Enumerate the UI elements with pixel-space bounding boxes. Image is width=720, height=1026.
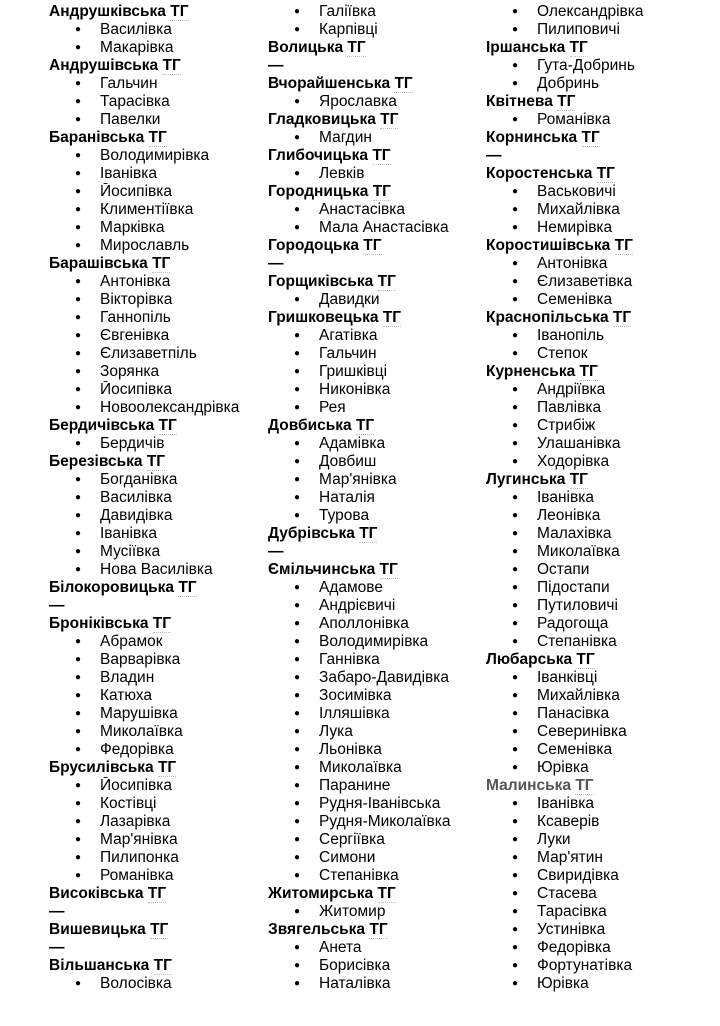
settlement-item: ● Марківка — [49, 219, 264, 237]
community-heading — [268, 885, 482, 903]
settlement-item: ● Устинівка — [486, 921, 718, 939]
community-name: Любарська — [486, 651, 573, 668]
settlement-item: ● Климентіївка — [49, 201, 264, 219]
settlement-item: ● Васьковичі — [486, 183, 718, 201]
community-suffix: ТГ — [147, 885, 167, 902]
settlement-item: ● Свиридівка — [486, 867, 718, 885]
settlement-item: ● Давидки — [268, 291, 482, 309]
column-2 — [268, 3, 482, 993]
settlement-item: ● Семенівка — [486, 741, 718, 759]
community-name: Гладковицька — [268, 111, 376, 128]
settlement-item: ● Вікторівка — [49, 291, 264, 309]
settlement-item: ● Юрівка — [486, 759, 718, 777]
settlement-item: ● Стасева — [486, 885, 718, 903]
settlement-item: ● Василівка — [49, 21, 264, 39]
settlement-item: ● Василівка — [49, 489, 264, 507]
settlement-item: ● Абрамок — [49, 633, 264, 651]
settlement-item: ● Іванківці — [486, 669, 718, 687]
community-suffix: ТГ — [148, 129, 167, 146]
community-suffix: ТГ — [372, 183, 391, 200]
community-name: Коростенська — [486, 165, 593, 182]
settlement-item: ● Ярославка — [268, 93, 482, 111]
community-name: Лугинська — [486, 471, 566, 488]
settlement-item: ● Гальчин — [268, 345, 482, 363]
settlement-item: ● Луки — [486, 831, 718, 849]
settlement-item: ● Павелки — [49, 111, 264, 129]
community-heading — [486, 777, 718, 795]
settlement-item: ● Миколаївка — [268, 759, 482, 777]
community-name: Квітнева — [486, 93, 553, 110]
community-heading — [268, 309, 482, 327]
settlement-item: ● Володимирівка — [49, 147, 264, 165]
settlement-item: ● Степанівка — [268, 867, 482, 885]
settlement-item: ● Улашанівка — [486, 435, 718, 453]
empty-dash: — — [268, 57, 284, 74]
settlement-item: ● Миколаївка — [486, 543, 718, 561]
empty-dash: — — [49, 597, 65, 614]
community-heading — [49, 921, 264, 939]
settlement-item: ● Магдин — [268, 129, 482, 147]
settlement-item: ● Карпівці — [268, 21, 482, 39]
settlement-item: ● Аполлонівка — [268, 615, 482, 633]
community-heading — [49, 255, 264, 273]
community-heading — [486, 129, 718, 147]
community-suffix: ТГ — [369, 921, 388, 938]
settlement-item: ● Федорівка — [486, 939, 718, 957]
community-heading — [268, 417, 482, 435]
community-name: Андрушківська — [49, 3, 166, 20]
settlement-item: ● Богданівка — [49, 471, 264, 489]
community-name: Вчорайшенська — [268, 75, 391, 92]
settlement-item: ● Михайлівка — [486, 201, 718, 219]
community-name: Глибочицька — [268, 147, 369, 164]
community-name: Курненська — [486, 363, 576, 380]
community-name: Вишевицька — [49, 921, 146, 938]
settlement-item: ● Мусіївка — [49, 543, 264, 561]
community-suffix: ТГ — [569, 471, 588, 488]
settlement-item: ● Льонівка — [268, 741, 482, 759]
settlement-item: ● Іванівка — [486, 795, 718, 813]
community-heading — [268, 147, 482, 165]
community-name: Житомирська — [268, 885, 374, 902]
settlement-item: ● Житомир — [268, 903, 482, 921]
settlement-item: ● Новоолександрівка — [49, 399, 264, 417]
community-suffix: ТГ — [372, 147, 391, 164]
community-name: Броніківська — [49, 615, 149, 632]
community-suffix: ТГ — [363, 237, 382, 254]
community-suffix: ТГ — [158, 417, 177, 434]
settlement-item: ● Рудня-Миколаївка — [268, 813, 482, 831]
settlement-item: ● Тарасівка — [49, 93, 264, 111]
community-heading — [486, 471, 718, 489]
community-heading — [268, 273, 482, 291]
community-heading — [268, 561, 482, 579]
community-heading — [49, 615, 264, 633]
empty-dash: — — [486, 147, 502, 164]
community-heading — [268, 921, 482, 939]
settlement-item: ● Єлизаветівка — [486, 273, 718, 291]
community-name: Березівська — [49, 453, 143, 470]
settlement-item: ● Михайлівка — [486, 687, 718, 705]
settlement-item: ● Йосипівка — [49, 183, 264, 201]
column-1 — [49, 3, 264, 993]
community-heading — [49, 885, 264, 903]
settlement-item: ● Малахівка — [486, 525, 718, 543]
community-name: Корнинська — [486, 129, 578, 146]
community-name: Городницька — [268, 183, 369, 200]
community-name: Гришковецька — [268, 309, 379, 326]
settlement-item: ● Пилиповичі — [486, 21, 718, 39]
settlement-item: ● Забаро-Давидівка — [268, 669, 482, 687]
settlement-item: ● Панасівка — [486, 705, 718, 723]
settlement-item: ● Йосипівка — [49, 381, 264, 399]
settlement-item: ● Мала Анастасівка — [268, 219, 482, 237]
settlement-item: ● Рея — [268, 399, 482, 417]
settlement-item: ● Марушівка — [49, 705, 264, 723]
community-suffix: ТГ — [614, 237, 633, 254]
community-suffix: ТГ — [612, 309, 632, 326]
community-name: Довбиська — [268, 417, 352, 434]
settlement-item: ● Ксаверів — [486, 813, 718, 831]
community-suffix: ТГ — [152, 255, 171, 272]
community-suffix: ТГ — [170, 3, 189, 20]
community-name: Брусилівська — [49, 759, 154, 776]
settlement-item: ● Фортунатівка — [486, 957, 718, 975]
community-name: Городоцька — [268, 237, 359, 254]
settlement-item: ● Сергіївка — [268, 831, 482, 849]
settlement-item: ● Довбиш — [268, 453, 482, 471]
settlement-item: ● Леонівка — [486, 507, 718, 525]
community-suffix: ТГ — [576, 651, 595, 668]
community-heading — [486, 363, 718, 381]
settlement-item: ● Путиловичі — [486, 597, 718, 615]
community-suffix: ТГ — [377, 273, 396, 290]
settlement-item: ● Єлизаветпіль — [49, 345, 264, 363]
settlement-item: ● Романівка — [486, 111, 718, 129]
community-suffix: ТГ — [581, 129, 600, 146]
settlement-item: ● Немирівка — [486, 219, 718, 237]
community-suffix: ТГ — [152, 615, 172, 632]
community-heading — [486, 165, 718, 183]
community-heading — [49, 3, 264, 21]
settlement-item: ● Миколаївка — [49, 723, 264, 741]
settlement-item: ● Макарівка — [49, 39, 264, 57]
settlement-item: ● Ходорівка — [486, 453, 718, 471]
community-heading — [49, 129, 264, 147]
settlement-item: ● Зосимівка — [268, 687, 482, 705]
settlement-item: ● Лазарівка — [49, 813, 264, 831]
community-name: Вільшанська — [49, 957, 150, 974]
settlement-item: ● Гришківці — [268, 363, 482, 381]
community-suffix: ТГ — [380, 111, 399, 128]
settlement-item: ● Володимирівка — [268, 633, 482, 651]
community-heading — [486, 93, 718, 111]
community-heading — [49, 759, 264, 777]
settlement-item: ● Іванівка — [49, 165, 264, 183]
settlement-item: ● Гальчин — [49, 75, 264, 93]
community-heading — [486, 309, 718, 327]
community-suffix: ТГ — [569, 39, 588, 56]
settlement-item: ● Волосівка — [49, 975, 264, 993]
community-heading — [268, 237, 482, 255]
settlement-item: ● Северинівка — [486, 723, 718, 741]
settlement-item: ● Левків — [268, 165, 482, 183]
settlement-item: ● Мирославль — [49, 237, 264, 255]
settlement-item: ● Давидівка — [49, 507, 264, 525]
community-suffix: ТГ — [557, 93, 576, 110]
community-suffix: ТГ — [162, 57, 181, 74]
settlement-item: ● Бердичів — [49, 435, 264, 453]
settlement-item: ● Паранине — [268, 777, 482, 795]
community-name: Іршанська — [486, 39, 566, 56]
community-suffix: ТГ — [579, 363, 598, 380]
settlement-item: ● Тарасівка — [486, 903, 718, 921]
settlement-item: ● Владин — [49, 669, 264, 687]
community-heading — [268, 111, 482, 129]
settlement-item: ● Пилипонка — [49, 849, 264, 867]
settlement-item: ● Степок — [486, 345, 718, 363]
settlement-item: ● Іванівка — [49, 525, 264, 543]
settlement-item: ● Андрієвичі — [268, 597, 482, 615]
settlement-item: ● Іванівка — [486, 489, 718, 507]
community-heading — [268, 75, 482, 93]
community-suffix: ТГ — [157, 759, 177, 776]
column-3 — [486, 3, 718, 993]
settlement-item: ● Лука — [268, 723, 482, 741]
settlement-item: ● Варварівка — [49, 651, 264, 669]
settlement-item: ● Ганнопіль — [49, 309, 264, 327]
settlement-item: ● Агатівка — [268, 327, 482, 345]
settlement-item: ● Мар'янівка — [268, 471, 482, 489]
settlement-item: ● Євгенівка — [49, 327, 264, 345]
settlement-item: ● Анета — [268, 939, 482, 957]
community-heading — [486, 237, 718, 255]
settlement-item: ● Романівка — [49, 867, 264, 885]
community-suffix: ТГ — [150, 921, 169, 938]
settlement-item: ● Никонівка — [268, 381, 482, 399]
community-heading — [49, 957, 264, 975]
community-name: Волицька — [268, 39, 344, 56]
settlement-item: ● Семенівка — [486, 291, 718, 309]
community-suffix: ТГ — [379, 561, 398, 578]
community-name: Білокоровицька — [49, 579, 175, 596]
settlement-item: ● Андріївка — [486, 381, 718, 399]
community-heading — [486, 651, 718, 669]
community-heading — [486, 39, 718, 57]
empty-dash: — — [268, 255, 284, 272]
settlement-item: ● Наталівка — [268, 975, 482, 993]
settlement-item: ● Симони — [268, 849, 482, 867]
community-heading — [49, 417, 264, 435]
community-suffix: ТГ — [382, 309, 402, 326]
settlement-item: ● Радогоща — [486, 615, 718, 633]
settlement-item: ● Іванопіль — [486, 327, 718, 345]
empty-dash: — — [268, 543, 284, 560]
settlement-item: ● Мар'ятин — [486, 849, 718, 867]
settlement-item: ● Йосипівка — [49, 777, 264, 795]
community-heading — [49, 453, 264, 471]
community-name: Барашівська — [49, 255, 148, 272]
settlement-item: ● Наталія — [268, 489, 482, 507]
settlement-item: ● Ілляшівка — [268, 705, 482, 723]
community-heading — [49, 579, 264, 597]
settlement-item: ● Анастасівка — [268, 201, 482, 219]
community-suffix: ТГ — [575, 777, 594, 794]
community-heading — [268, 39, 482, 57]
settlement-item: ● Борисівка — [268, 957, 482, 975]
community-name: Горщиківська — [268, 273, 374, 290]
community-name: Звягельська — [268, 921, 366, 938]
community-name: Високівська — [49, 885, 144, 902]
community-suffix: ТГ — [359, 525, 378, 542]
settlement-item: ● Галіївка — [268, 3, 482, 21]
community-heading — [49, 57, 264, 75]
settlement-item: ● Остапи — [486, 561, 718, 579]
settlement-item: ● Адамове — [268, 579, 482, 597]
settlement-item: ● Рудня-Іванівська — [268, 795, 482, 813]
community-suffix: ТГ — [153, 957, 172, 974]
community-suffix: ТГ — [596, 165, 615, 182]
settlement-item: ● Адамівка — [268, 435, 482, 453]
settlement-item: ● Антонівка — [486, 255, 718, 273]
community-suffix: ТГ — [146, 453, 166, 470]
community-heading — [268, 183, 482, 201]
settlement-item: ● Нова Василівка — [49, 561, 264, 579]
community-suffix: ТГ — [178, 579, 197, 596]
settlement-item: ● Зорянка — [49, 363, 264, 381]
settlement-item: ● Стрибіж — [486, 417, 718, 435]
settlement-item: ● Федорівка — [49, 741, 264, 759]
community-name: Баранівська — [49, 129, 145, 146]
community-name: Андрушівська — [49, 57, 159, 74]
settlement-item: ● Мар'янівка — [49, 831, 264, 849]
settlement-item: ● Катюха — [49, 687, 264, 705]
settlement-item: ● Добринь — [486, 75, 718, 93]
community-name: Краснопільська — [486, 309, 609, 326]
empty-dash: — — [49, 903, 65, 920]
community-suffix: ТГ — [394, 75, 413, 92]
community-suffix: ТГ — [355, 417, 375, 434]
settlement-item: ● Гута-Добринь — [486, 57, 718, 75]
settlement-item: ● Степанівка — [486, 633, 718, 651]
community-heading — [268, 525, 482, 543]
community-name: Коростишівська — [486, 237, 611, 254]
community-suffix: ТГ — [347, 39, 366, 56]
settlement-item: ● Костівці — [49, 795, 264, 813]
community-name: Ємільчинська — [268, 561, 376, 578]
settlement-item: ● Антонівка — [49, 273, 264, 291]
settlement-item: ● Павлівка — [486, 399, 718, 417]
community-name: Бердичівська — [49, 417, 155, 434]
empty-dash: — — [49, 939, 65, 956]
settlement-item: ● Турова — [268, 507, 482, 525]
community-suffix: ТГ — [377, 885, 396, 902]
community-name: Дубрівська — [268, 525, 355, 542]
settlement-item: ● Олександрівка — [486, 3, 718, 21]
settlement-item: ● Юрівка — [486, 975, 718, 993]
settlement-item: ● Ганнівка — [268, 651, 482, 669]
settlement-item: ● Підостапи — [486, 579, 718, 597]
community-name: Малинська — [486, 777, 571, 794]
